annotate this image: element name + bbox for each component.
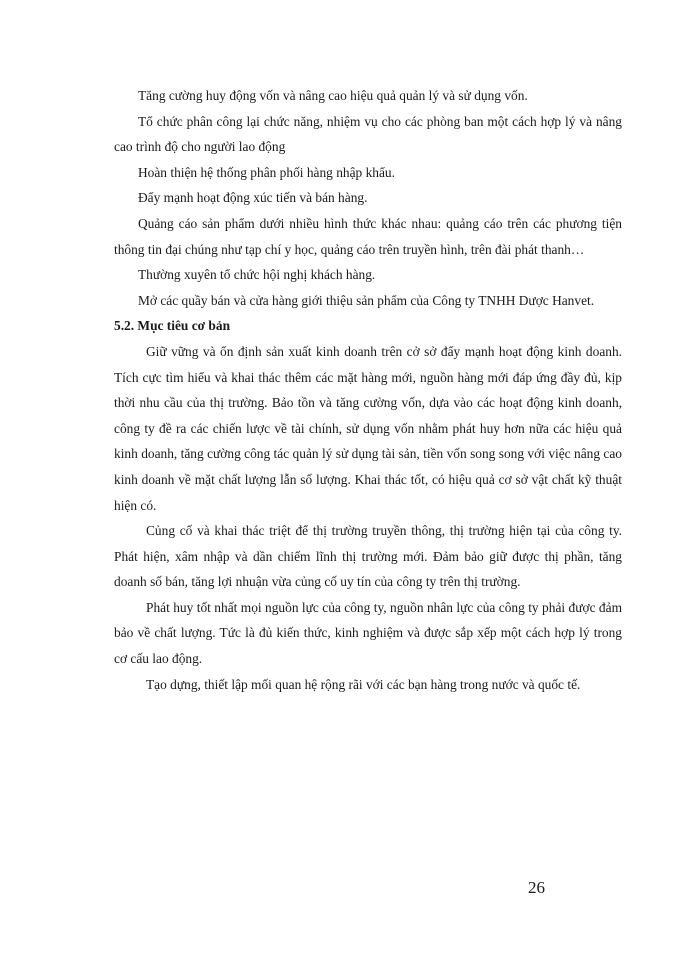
paragraph-customer-conference: Thường xuyên tổ chức hội nghị khách hàng.: [138, 267, 376, 283]
paragraph-promotion: Đẩy mạnh hoạt động xúc tiến và bán hàng.: [138, 190, 368, 206]
section-heading: 5.2. Mục tiêu cơ bản: [114, 318, 231, 334]
paragraph-business-stability: Giữ vững và ổn định sản xuất kinh doanh trên cở sở đẩy mạnh hoạt động kinh doanh. Tích cực tìm hiểu và khai thác thêm các mặt hàng mới, nguồn hàng mới đáp ứng đầy đủ, kịp thời nhu cầu của thị trường. Bảo tồn và tăng cường vốn, dựa vào các hoạt động kinh doanh, công ty đề ra các chiến lược về tài chính, sử dụng vốn nhằm phát huy hơn nữa các hiệu quả kinh doanh, tăng cường công tác quản lý sử dụng tài sản, tiền vốn song song với việc nâng cao kinh doanh về mặt chất lượng lẫn số lượng. Khai thác tốt, có hiệu quả cơ sở vật chất kỹ thuật hiện có.: [114, 343, 622, 513]
paragraph-capital: Tăng cường huy động vốn và nâng cao hiệu quả quản lý và sử dụng vốn.: [138, 88, 528, 103]
paragraph-distribution: Hoàn thiện hệ thống phân phối hàng nhập khẩu.: [138, 164, 395, 180]
paragraph-relationships: Tạo dựng, thiết lập mối quan hệ rộng rãi với các bạn hàng trong nước và quốc tế.: [146, 676, 581, 692]
paragraph-advertising: Quảng cáo sản phẩm dưới nhiều hình thức khác nhau: quảng cáo trên các phương tiện thông tin đại chúng như tạp chí y học, quảng cáo trên truyền hình, trên đài phát thanh…: [114, 215, 622, 257]
paragraph-market: Củng cố và khai thác triệt để thị trường truyền thông, thị trường hiện tại của công ty. Phát hiện, xâm nhập và dần chiếm lĩnh thị trường mới. Đảm bảo giữ được thị phần, tăng doanh số bán, tăng lợi nhuận vừa củng cố uy tín của công ty trên thị trường.: [114, 523, 622, 590]
paragraph-resources: Phát huy tốt nhất mọi nguồn lực của công ty, nguồn nhân lực của công ty phải được đảm bảo về chất lượng. Tức là đủ kiến thức, kinh nghiệm và được sắp xếp một cách hợp lý trong cơ cấu lao động.: [114, 599, 622, 667]
paragraph-stores: Mở các quầy bán và cửa hàng giới thiệu sản phẩm của Công ty TNHH Dược Hanvet.: [138, 292, 595, 308]
paragraph-reorganize: Tổ chức phân công lại chức năng, nhiệm vụ cho các phòng ban một cách hợp lý và nâng cao trình độ cho người lao động: [114, 113, 622, 155]
page-number: 26: [528, 878, 545, 897]
page-body: [114, 83, 622, 697]
